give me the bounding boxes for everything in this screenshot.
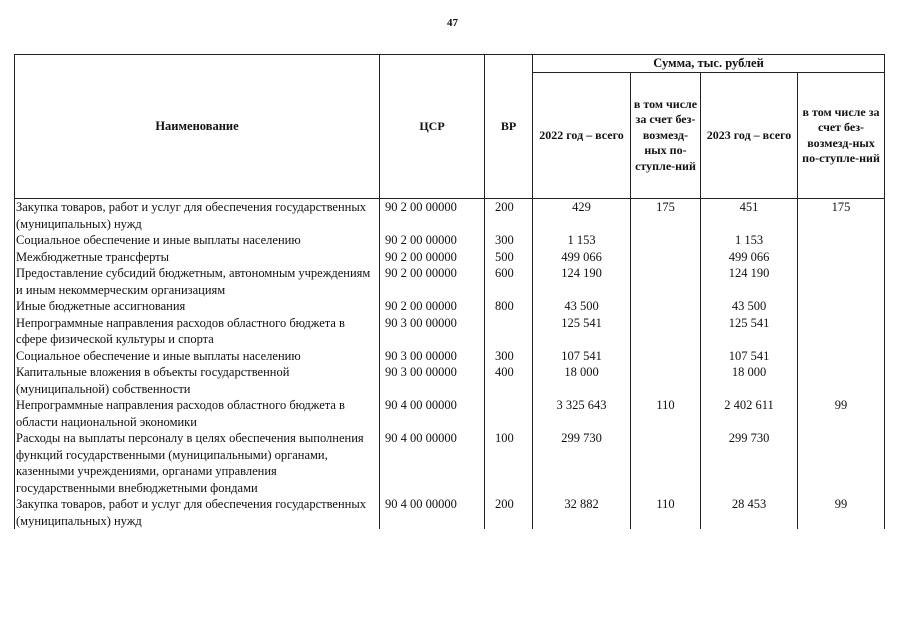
row-vr: 800 (485, 298, 533, 315)
row-2022-free: 175 (631, 199, 701, 233)
row-2023-free: 175 (798, 199, 885, 233)
table-row (15, 348, 885, 365)
row-vr: 300 (485, 232, 533, 249)
table-row (15, 298, 885, 315)
row-name: Предоставление субсидий бюджетным, автономным учреждениям и иным некоммерческим организациям (15, 265, 380, 298)
page-number: 47 (447, 17, 458, 29)
row-2023-total: 107 541 (701, 348, 798, 365)
row-name: Непрограммные направления расходов областного бюджета в области национальной экономики (15, 397, 380, 430)
row-csr: 90 4 00 00000 (380, 430, 485, 496)
row-csr: 90 3 00 00000 (380, 364, 485, 397)
row-2023-total: 499 066 (701, 249, 798, 266)
table-row (15, 315, 885, 348)
table-row (15, 397, 885, 430)
header-2023-total: 2023 год – всего (701, 73, 798, 199)
row-name: Закупка товаров, работ и услуг для обеспечения государственных (муниципальных) нужд (15, 496, 380, 529)
row-2023-free (798, 298, 885, 315)
header-2022-total: 2022 год – всего (533, 73, 631, 199)
row-name: Социальное обеспечение и иные выплаты населению (15, 232, 380, 249)
row-2022-free (631, 232, 701, 249)
row-name: Социальное обеспечение и иные выплаты населению (15, 348, 380, 365)
row-2023-free (798, 430, 885, 496)
row-vr: 600 (485, 265, 533, 298)
row-2023-total: 28 453 (701, 496, 798, 529)
row-2023-free: 99 (798, 397, 885, 430)
row-2022-free (631, 298, 701, 315)
row-2022-free (631, 348, 701, 365)
row-2023-total: 2 402 611 (701, 397, 798, 430)
table-row (15, 265, 885, 298)
row-vr: 200 (485, 199, 533, 233)
row-csr: 90 2 00 00000 (380, 232, 485, 249)
row-2022-total: 18 000 (533, 364, 631, 397)
row-2022-total: 429 (533, 199, 631, 233)
row-2023-free (798, 348, 885, 365)
row-csr: 90 4 00 00000 (380, 496, 485, 529)
row-csr: 90 3 00 00000 (380, 348, 485, 365)
row-csr: 90 3 00 00000 (380, 315, 485, 348)
row-2022-free: 110 (631, 397, 701, 430)
row-2023-total: 451 (701, 199, 798, 233)
row-name: Непрограммные направления расходов областного бюджета в сфере физической культуры и спорта (15, 315, 380, 348)
row-2023-free (798, 232, 885, 249)
row-csr: 90 2 00 00000 (380, 249, 485, 266)
budget-table (14, 54, 885, 529)
row-2022-free (631, 265, 701, 298)
row-2022-total: 124 190 (533, 265, 631, 298)
table-row (15, 232, 885, 249)
row-name: Закупка товаров, работ и услуг для обеспечения государственных (муниципальных) нужд (15, 199, 380, 233)
row-2022-free (631, 315, 701, 348)
row-2022-total: 299 730 (533, 430, 631, 496)
row-vr: 200 (485, 496, 533, 529)
table-row (15, 249, 885, 266)
header-name: Наименование (15, 55, 380, 199)
row-name: Межбюджетные трансферты (15, 249, 380, 266)
row-vr: 500 (485, 249, 533, 266)
row-csr: 90 2 00 00000 (380, 265, 485, 298)
table-row (15, 496, 885, 529)
row-2022-total: 125 541 (533, 315, 631, 348)
row-2023-total: 125 541 (701, 315, 798, 348)
row-2022-total: 499 066 (533, 249, 631, 266)
row-2022-free (631, 249, 701, 266)
header-sum-group: Сумма, тыс. рублей (533, 55, 885, 73)
table-row (15, 199, 885, 233)
row-2023-free (798, 315, 885, 348)
row-2022-total: 107 541 (533, 348, 631, 365)
row-vr: 400 (485, 364, 533, 397)
row-2022-total: 3 325 643 (533, 397, 631, 430)
row-2023-total: 18 000 (701, 364, 798, 397)
header-csr: ЦСР (380, 55, 485, 199)
row-csr: 90 4 00 00000 (380, 397, 485, 430)
row-2022-total: 1 153 (533, 232, 631, 249)
row-2023-free (798, 249, 885, 266)
row-2022-free (631, 430, 701, 496)
header-2023-free: в том числе за счет без-возмезд-ных по-ступле-ний (798, 73, 885, 199)
row-name: Расходы на выплаты персоналу в целях обеспечения выполнения функций государственными (муниципальными) органами, казенными учреждениями, органами управления государственными внебюджетными фондами (15, 430, 380, 496)
row-vr (485, 397, 533, 430)
row-2023-free (798, 364, 885, 397)
row-2023-free (798, 265, 885, 298)
row-csr: 90 2 00 00000 (380, 199, 485, 233)
row-vr: 300 (485, 348, 533, 365)
row-2022-total: 32 882 (533, 496, 631, 529)
row-2023-total: 299 730 (701, 430, 798, 496)
row-2022-total: 43 500 (533, 298, 631, 315)
row-vr (485, 315, 533, 348)
row-vr: 100 (485, 430, 533, 496)
row-2022-free: 110 (631, 496, 701, 529)
table-row (15, 430, 885, 496)
row-name: Иные бюджетные ассигнования (15, 298, 380, 315)
row-2023-total: 1 153 (701, 232, 798, 249)
row-name: Капитальные вложения в объекты государственной (муниципальной) собственности (15, 364, 380, 397)
row-2022-free (631, 364, 701, 397)
row-2023-free: 99 (798, 496, 885, 529)
row-2023-total: 124 190 (701, 265, 798, 298)
header-vr: ВР (485, 55, 533, 199)
row-2023-total: 43 500 (701, 298, 798, 315)
header-2022-free: в том числе за счет без-возмезд-ных по-ступле-ний (631, 73, 701, 199)
row-csr: 90 2 00 00000 (380, 298, 485, 315)
table-body (15, 199, 885, 530)
table-row (15, 364, 885, 397)
